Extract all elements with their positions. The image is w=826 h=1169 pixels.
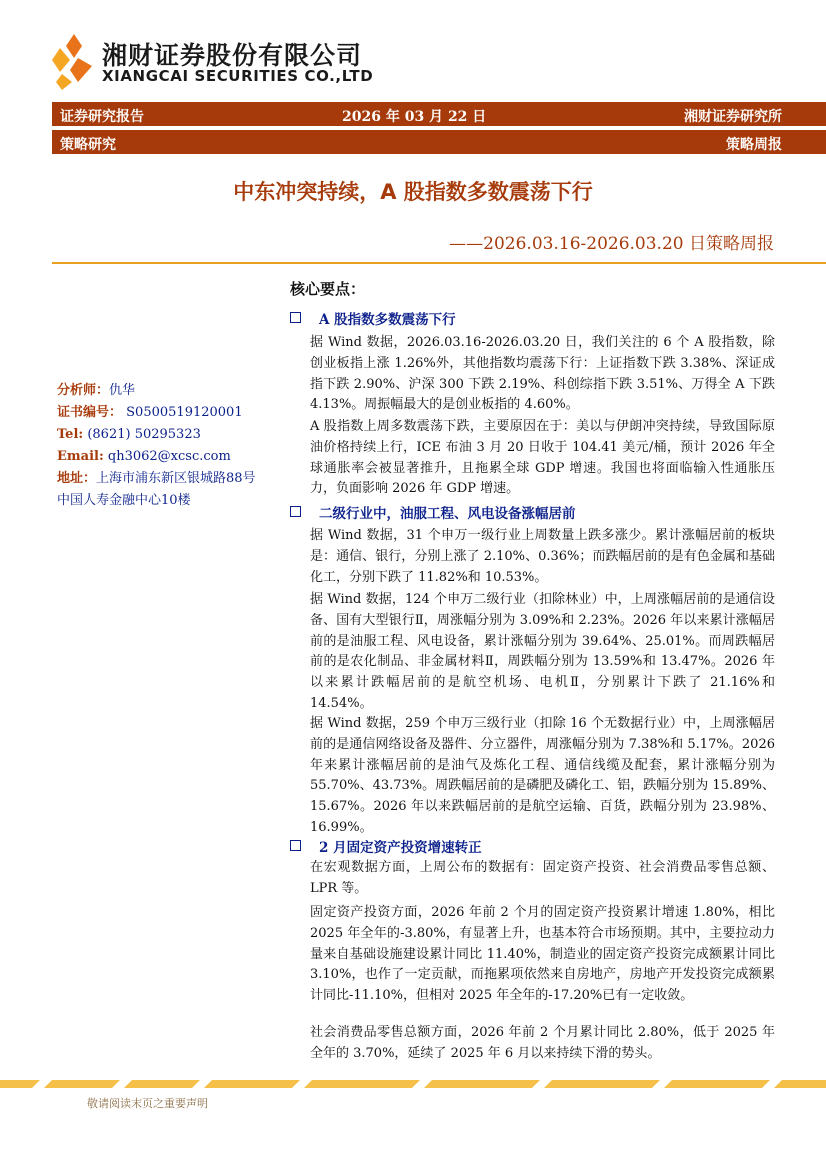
email-link[interactable]: qh3062@xcsc.com (107, 449, 231, 464)
core-points-title: 核心要点： (290, 280, 366, 298)
checkbox-bullet-icon (290, 506, 301, 517)
report-type-label: 证券研究报告 (60, 109, 144, 125)
analyst-info (57, 380, 287, 512)
checkbox-bullet-icon (290, 312, 301, 323)
tel-label: Tel: (57, 427, 84, 442)
cert-number: S0500519120001 (126, 405, 243, 420)
cert-label: 证书编号： (57, 405, 123, 420)
analyst-name-label: 分析师： (57, 383, 110, 398)
paragraph: 在宏观数据方面，上周公布的数据有：固定资产投资、社会消费品零售总额、LPR 等。 (310, 860, 775, 896)
paragraph: 据 Wind 数据，259 个申万三级行业（扣除 16 个无数据行业）中，上周涨幅居前的是通信网络设备及器件、分立器件，周涨幅分别为 7.38%和 5.17%。2026 年来累计涨幅居前的是油气及炼化工程、通信线缆及配套，累计涨幅分别为 55.70%、43.73%。周跌幅居前的是磷肥及磷化工、铝，跌幅分别为 15.89%、15.67%。2026 年以来跌幅居前的是航空运输、百货，跌幅分别为 23.98%、16.99%。 (310, 716, 775, 835)
logo-mark-icon (52, 32, 96, 90)
address-line1: 上海市浦东新区银城路88号 (96, 471, 256, 486)
paragraph: 社会消费品零售总额方面，2026 年前 2 个月累计同比 2.80%，低于 2025 年全年的 3.70%，延续了 2025 年 6 月以来持续下滑的势头。 (310, 1025, 775, 1061)
paragraph: 据 Wind 数据，2026.03.16-2026.03.20 日，我们关注的 6 个 A 股指数，除创业板指上涨 1.26%外，其他指数均震荡下行：上证指数下跌 3.38%、深证成指下跌 2.90%、沪深 300 下跌 2.19%、科创综指下跌 3.51%、万得全 A 下跌 4.13%。周振幅最大的是创业板指的 4.60%。 (310, 335, 775, 413)
section-heading: 2 月固定资产投资增速转正 (290, 836, 482, 856)
footer-decoration (0, 1078, 826, 1090)
checkbox-bullet-icon (290, 840, 301, 851)
disclaimer-notice: 敬请阅读末页之重要声明 (87, 1097, 208, 1110)
address-line2: 中国人寿金融中心10楼 (57, 493, 191, 508)
report-subtitle: ——2026.03.16-2026.03.20 日策略周报 (449, 234, 774, 254)
report-title: 中东冲突持续，A 股指数多数震荡下行 (233, 180, 593, 204)
title-divider (52, 262, 826, 264)
paragraph: 据 Wind 数据，31 个申万一级行业上周数量上跌多涨少。累计涨幅居前的板块是：通信、银行，分别上涨了 2.10%、0.36%；而跌幅居前的是有色金属和基础化工，分别下跌了 11.82%和 10.53%。 (310, 528, 775, 585)
tel-number: (8621) 50295323 (87, 427, 201, 442)
paragraph: 据 Wind 数据，124 个申万二级行业（扣除林业）中，上周涨幅居前的是通信设备、国有大型银行Ⅱ，周涨幅分别为 3.09%和 2.23%。2026 年以来累计涨幅居前的是油服工程、风电设备，累计涨幅分别为 39.64%、25.01%。而周跌幅居前的是农化制品、非金属材料Ⅱ，周跌幅分别为 13.59%和 13.47%。2026 年以来累计跌幅居前的是航空机场、电机Ⅱ，分别累计下跌了 21.16%和 14.54%。 (310, 592, 775, 711)
paragraph: A 股指数上周多数震荡下跌，主要原因在于：美以与伊朗冲突持续，导致国际原油价格持续上行，ICE 布油 3 月 20 日收于 104.41 美元/桶，预计 2026 年全球通胀率会被显著推升，且拖累全球 GDP 增速。我国也将面临输入性通胀压力，负面影响 2026 年 GDP 增速。 (310, 419, 775, 497)
analyst-name: 仇华 (109, 383, 136, 398)
section-heading: A 股指数多数震荡下行 (290, 308, 456, 328)
report-date: 2026 年 03 月 22 日 (342, 109, 487, 125)
report-series: 策略周报 (726, 137, 782, 153)
company-name-en: XIANGCAI SECURITIES CO.,LTD (102, 67, 374, 85)
section-heading: 二级行业中，油服工程、风电设备涨幅居前 (290, 502, 576, 522)
category-band (52, 130, 826, 154)
email-label: Email: (57, 449, 104, 464)
category-label: 策略研究 (60, 137, 116, 153)
company-logo (52, 32, 372, 90)
report-type-band (52, 102, 826, 126)
company-name-cn: 湘财证券股份有限公司 (102, 41, 363, 70)
institute-name: 湘财证券研究所 (684, 109, 782, 125)
paragraph: 固定资产投资方面，2026 年前 2 个月的固定资产投资累计增速 1.80%，相比 2025 年全年的-3.80%，有显著上升，也基本符合市场预期。其中，主要拉动力量来自基础设施建设累计同比 11.40%，制造业的固定资产投资完成额累计同比 3.10%，也作了一定贡献，而拖累项依然来自房地产，房地产开发投资完成额累计同比-11.10%，但相对 2025 年全年的-17.20%已有一定收敛。 (310, 905, 775, 1004)
address-label: 地址： (57, 471, 97, 486)
